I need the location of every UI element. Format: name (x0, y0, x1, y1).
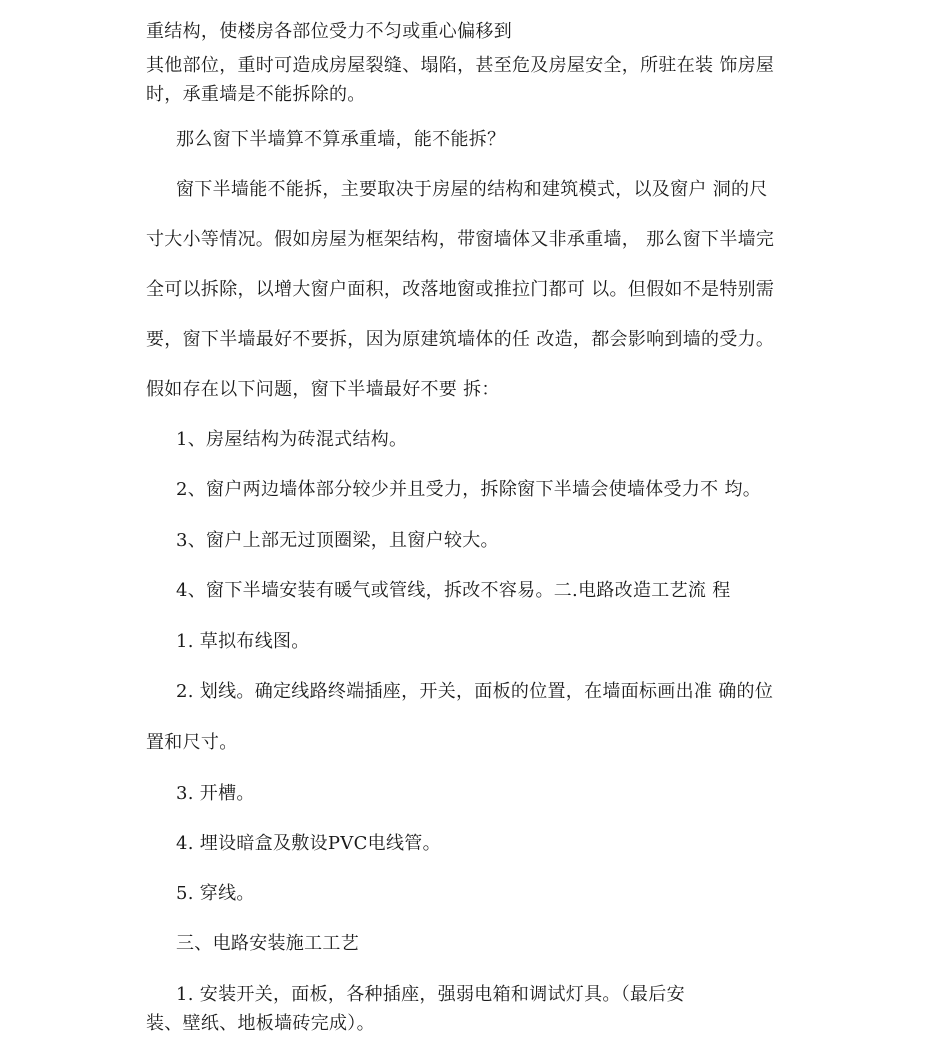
list-item: 4. 埋设暗盒及敷设PVC电线管。 (176, 833, 441, 854)
paragraph-line: 重结构，使楼房各部位受力不匀或重心偏移到 (146, 21, 512, 42)
list-item: 2. 划线。确定线路终端插座，开关，面板的位置，在墙面标画出准 确的位 (176, 681, 774, 702)
section-heading: 三、电路安装施工工艺 (176, 933, 359, 954)
paragraph-line: 假如存在以下问题，窗下半墙最好不要 拆： (146, 379, 500, 400)
paragraph-line: 时，承重墙是不能拆除的。 (146, 84, 366, 105)
paragraph-line: 其他部位，重时可造成房屋裂缝、塌陷，甚至危及房屋安全，所驻在装 饰房屋 (146, 55, 775, 76)
paragraph-line: 窗下半墙能不能拆，主要取决于房屋的结构和建筑模式，以及窗户 洞的尺 (176, 179, 768, 200)
list-item: 3. 开槽。 (176, 783, 255, 804)
list-item: 4、窗下半墙安装有暖气或管线，拆改不容易。二.电路改造工艺流 程 (176, 580, 731, 601)
paragraph-line: 装、壁纸、地板墙砖完成）。 (146, 1013, 375, 1034)
list-item: 3、窗户上部无过顶圈梁，且窗户较大。 (176, 530, 499, 551)
paragraph-line: 那么窗下半墙算不算承重墙，能不能拆？ (176, 129, 506, 150)
paragraph-line: 全可以拆除，以增大窗户面积，改落地窗或推拉门都可 以。但假如不是特别需 (146, 279, 775, 300)
list-item: 1. 安装开关，面板，各种插座，强弱电箱和调试灯具。（最后安 (176, 984, 685, 1005)
list-item: 1、房屋结构为砖混式结构。 (176, 429, 408, 450)
list-item: 2、窗户两边墙体部分较少并且受力，拆除窗下半墙会使墙体受力不 均。 (176, 479, 762, 500)
paragraph-line: 置和尺寸。 (146, 732, 238, 753)
list-item: 1. 草拟布线图。 (176, 631, 310, 652)
paragraph-line: 寸大小等情况。假如房屋为框架结构，带窗墙体又非承重墙， 那么窗下半墙完 (146, 229, 775, 250)
paragraph-line: 要，窗下半墙最好不要拆，因为原建筑墙体的任 改造，都会影响到墙的受力。 (146, 329, 775, 350)
list-item: 5. 穿线。 (176, 883, 255, 904)
